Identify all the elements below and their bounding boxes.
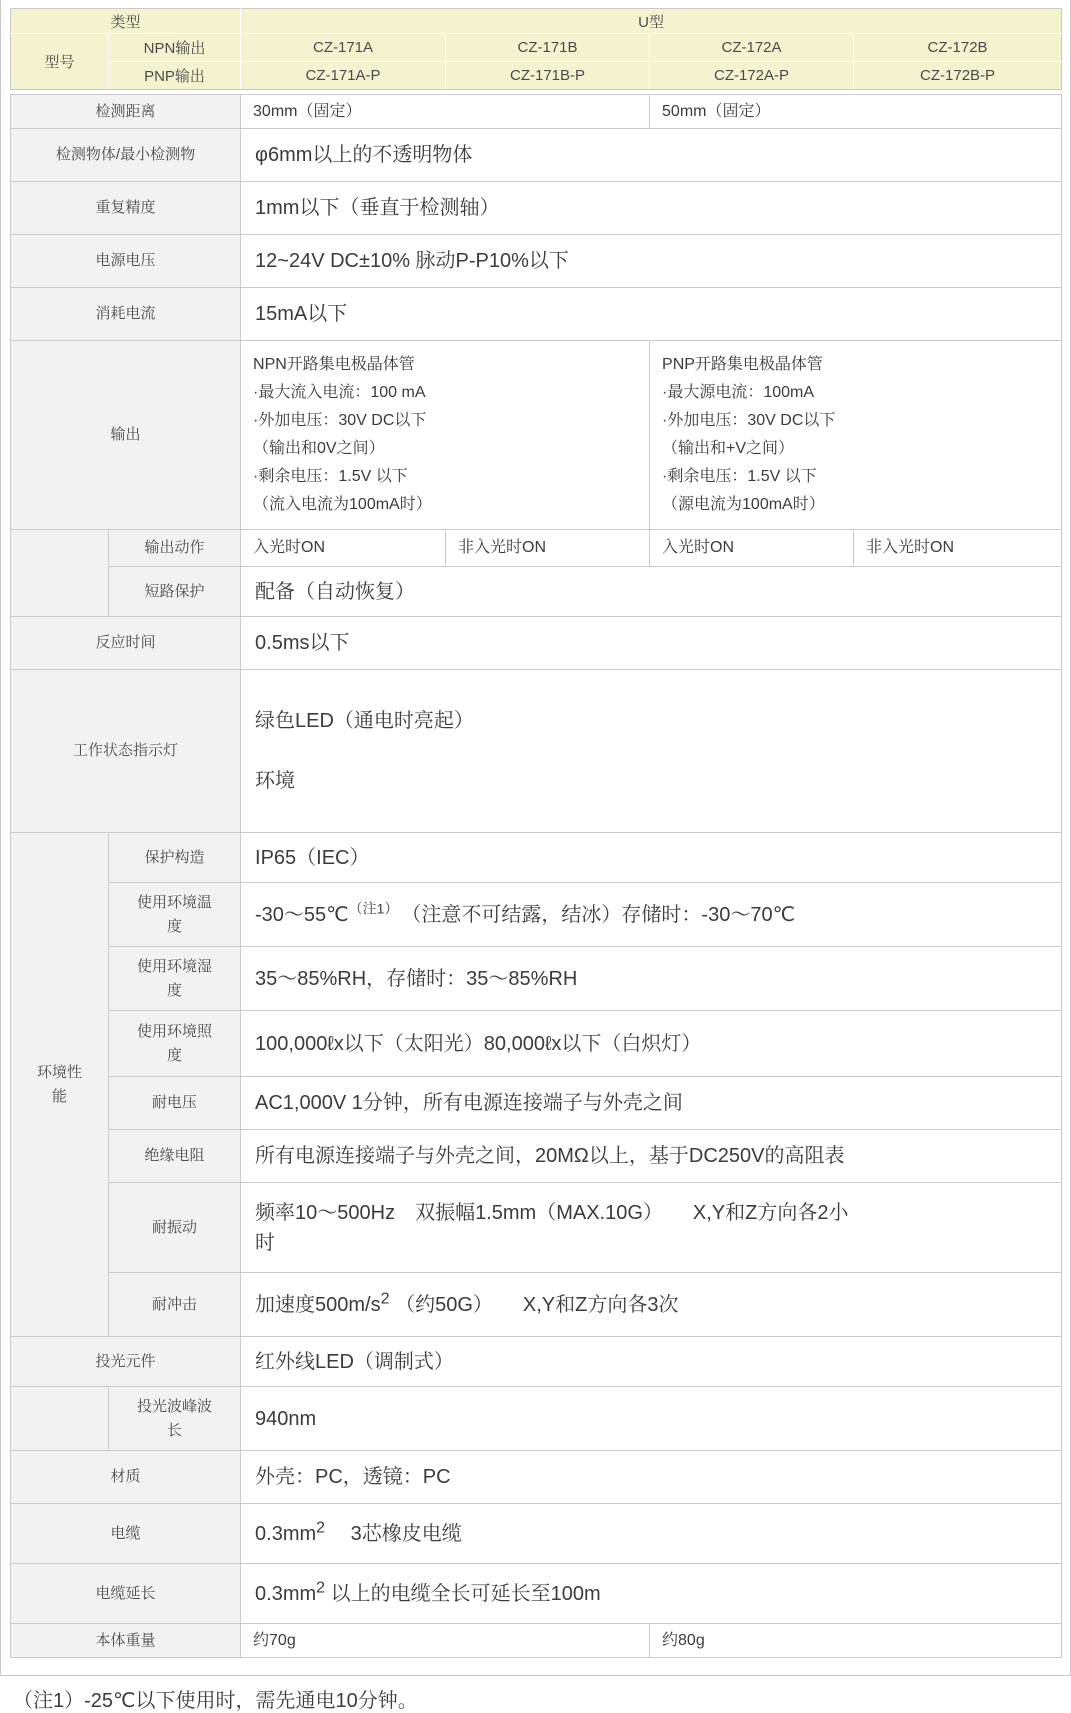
type-header-label: 类型	[11, 9, 241, 34]
model-cell-cz172b: CZ-172B	[854, 34, 1062, 62]
output-npn-line: NPN开路集电极晶体管	[253, 356, 415, 373]
squared-superscript: 2	[380, 1289, 390, 1307]
current-consumption-value: 15mA以下	[241, 288, 1062, 341]
output-pnp-line: ·外加电压：30V DC以下	[662, 412, 836, 429]
row-label-output-action: 输出动作	[109, 530, 241, 567]
cable-value-cell	[241, 1504, 1062, 1564]
output-pnp-line: ·剩余电压：1.5V 以下	[662, 468, 817, 485]
model-cell-cz171b: CZ-171B	[446, 34, 650, 62]
row-label-sensing-distance: 检测距离	[11, 95, 241, 129]
weight-value-30: 约70g	[241, 1624, 650, 1658]
ambient-temp-value-cell	[241, 883, 1062, 947]
output-pnp-line: ·最大源电流：100mA	[662, 384, 815, 401]
emitter-value: 红外线LED（调制式）	[241, 1337, 1062, 1387]
cable-value-rest: 3芯橡皮电缆	[325, 1522, 462, 1545]
row-label-output: 输出	[11, 341, 241, 530]
short-circuit-value: 配备（自动恢复）	[241, 567, 1062, 617]
row-label-response-time: 反应时间	[11, 617, 241, 670]
indicator-value-line1: 绿色LED（通电时亮起）	[255, 710, 474, 732]
model-cell-cz171a-p: CZ-171A-P	[241, 62, 446, 90]
shock-value-cell	[241, 1273, 1062, 1337]
wavelength-value: 940nm	[241, 1387, 1062, 1451]
output-group-spacer-cell	[11, 530, 109, 617]
withstand-voltage-value: AC1,000V 1分钟，所有电源连接端子与外壳之间	[241, 1077, 1062, 1130]
sensing-distance-value-50: 50mm（固定）	[650, 95, 1062, 129]
weight-value-50: 约80g	[650, 1624, 1062, 1658]
material-value: 外壳：PC，透镜：PC	[241, 1451, 1062, 1504]
model-cell-cz171a: CZ-171A	[241, 34, 446, 62]
ambient-light-value: 100,000ℓx以下（太阳光）80,000ℓx以下（白炽灯）	[241, 1011, 1062, 1077]
output-npn-line: ·外加电压：30V DC以下	[253, 412, 427, 429]
output-npn-line: ·剩余电压：1.5V 以下	[253, 468, 408, 485]
ambient-temp-value-rest: （注意不可结露，结冰）存储时：-30～70℃	[391, 903, 796, 926]
shock-value-rest: （约50G） X,Y和Z方向各3次	[389, 1293, 679, 1316]
model-cell-cz171b-p: CZ-171B-P	[446, 62, 650, 90]
output-action-value-2: 非入光时ON	[446, 530, 650, 567]
row-label-ambient-temp: 使用环境温 度	[109, 883, 241, 947]
model-header-label: 型号	[11, 34, 109, 90]
output-npn-line: ·最大流入电流：100 mA	[253, 384, 426, 401]
supply-voltage-value: 12~24V DC±10% 脉动P-P10%以下	[241, 235, 1062, 288]
row-label-ambient-humidity: 使用环境湿 度	[109, 947, 241, 1011]
row-label-supply-voltage: 电源电压	[11, 235, 241, 288]
spec-body-table	[10, 94, 1062, 1658]
output-action-value-1: 入光时ON	[241, 530, 446, 567]
model-cell-cz172a: CZ-172A	[650, 34, 854, 62]
env-performance-group-label: 环境性 能	[11, 833, 109, 1337]
protection-value: IP65（IEC）	[241, 833, 1062, 883]
row-label-short-circuit: 短路保护	[109, 567, 241, 617]
row-label-material: 材质	[11, 1451, 241, 1504]
footnote-note1: （注1）-25℃以下使用时，需先通电10分钟。	[13, 1690, 418, 1712]
emitter-group-spacer-cell	[11, 1387, 109, 1451]
vibration-value: 频率10～500Hz 双振幅1.5mm（MAX.10G） X,Y和Z方向各2小 时	[241, 1183, 1062, 1273]
squared-superscript: 2	[316, 1578, 326, 1596]
row-label-protection: 保护构造	[109, 833, 241, 883]
indicator-value-line2: 环境	[255, 770, 296, 792]
shock-value: 加速度500m/s	[255, 1293, 381, 1316]
model-cell-cz172a-p: CZ-172A-P	[650, 62, 854, 90]
note1-superscript: （注1）	[348, 899, 392, 916]
row-label-emitter: 投光元件	[11, 1337, 241, 1387]
ambient-temp-value: -30～55℃	[255, 903, 349, 926]
cable-extension-value-cell	[241, 1564, 1062, 1624]
pnp-output-row-label: PNP输出	[109, 62, 241, 90]
npn-output-row-label: NPN输出	[109, 34, 241, 62]
output-pnp-line: （输出和+V之间）	[662, 440, 795, 457]
row-label-indicator: 工作状态指示灯	[11, 670, 241, 833]
row-label-shock: 耐冲击	[109, 1273, 241, 1337]
output-action-value-3: 入光时ON	[650, 530, 854, 567]
ambient-humidity-value: 35～85%RH，存储时：35～85%RH	[241, 947, 1062, 1011]
row-label-repeatability: 重复精度	[11, 182, 241, 235]
row-label-cable: 电缆	[11, 1504, 241, 1564]
cable-extension-value-rest: 以上的电缆全长可延长至100m	[325, 1582, 601, 1605]
row-label-cable-extension: 电缆延长	[11, 1564, 241, 1624]
model-cell-cz172b-p: CZ-172B-P	[854, 62, 1062, 90]
row-label-detectable-object: 检测物体/最小检测物	[11, 129, 241, 182]
output-npn-line: （流入电流为100mA时）	[253, 496, 432, 513]
type-header-value: U型	[241, 9, 1062, 34]
cable-extension-value: 0.3mm	[255, 1582, 317, 1605]
output-action-value-4: 非入光时ON	[854, 530, 1062, 567]
detectable-object-value: φ6mm以上的不透明物体	[241, 129, 1062, 182]
insulation-value: 所有电源连接端子与外壳之间，20MΩ以上，基于DC250V的高阻表	[241, 1130, 1062, 1183]
repeatability-value: 1mm以下（垂直于检测轴）	[241, 182, 1062, 235]
output-npn-spec-cell	[241, 341, 650, 530]
row-label-vibration: 耐振动	[109, 1183, 241, 1273]
indicator-value-cell	[241, 670, 1062, 833]
output-npn-line: （输出和0V之间）	[253, 440, 385, 457]
output-pnp-spec-cell	[650, 341, 1062, 530]
row-label-current-consumption: 消耗电流	[11, 288, 241, 341]
sensing-distance-value-30: 30mm（固定）	[241, 95, 650, 129]
cable-value: 0.3mm	[255, 1522, 317, 1545]
response-time-value: 0.5ms以下	[241, 617, 1062, 670]
output-pnp-line: （源电流为100mA时）	[662, 496, 825, 513]
row-label-insulation: 绝缘电阻	[109, 1130, 241, 1183]
output-pnp-line: PNP开路集电极晶体管	[662, 356, 823, 373]
row-label-wavelength: 投光波峰波 长	[109, 1387, 241, 1451]
row-label-withstand-voltage: 耐电压	[109, 1077, 241, 1130]
model-header-table	[10, 8, 1062, 90]
squared-superscript: 2	[316, 1518, 326, 1536]
row-label-ambient-light: 使用环境照 度	[109, 1011, 241, 1077]
row-label-weight: 本体重量	[11, 1624, 241, 1658]
